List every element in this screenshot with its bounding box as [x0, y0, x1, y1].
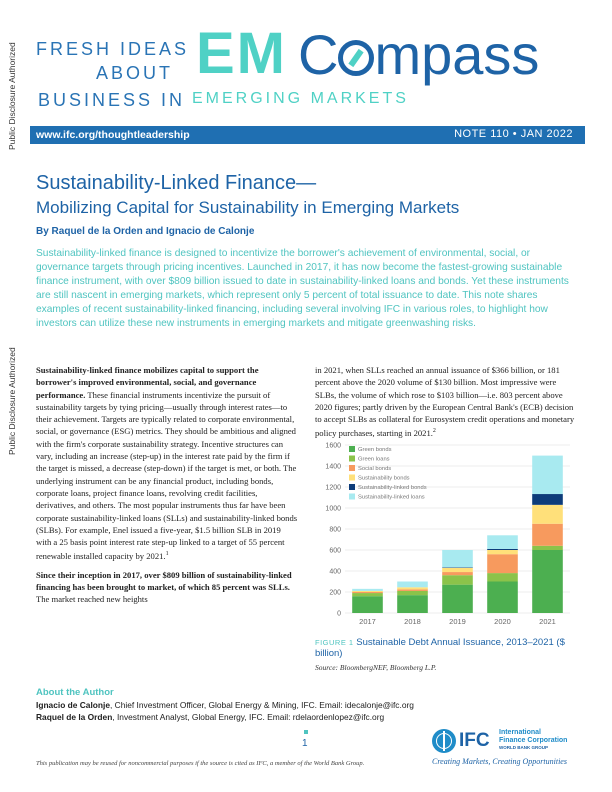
bar-segment: [397, 587, 428, 589]
lead-paragraph: Sustainability-linked finance is designed to incentivize the borrower's achievement of environmental, social, or governance targets through pricing incentives. Launched in 2017, it has now become the fastest-growing sustainable finance instrument, with over $809 billion issued to date in sustainability-linked loans and bonds. Yet these instruments are still nascent in emerging markets, which represent only 5 percent of total issuance to date. This note shares examples of recent sustainability-linked financing, including several involving IFC in various roles, to highlight how investors can utilize these new instruments in emerging markets and mitigate greenwashing risks.: [36, 248, 569, 329]
y-tick-label: 1600: [325, 442, 341, 450]
paragraph-2-text: The market reached new heights: [36, 594, 148, 605]
bar-segment: [442, 567, 473, 568]
y-tick-label: 1400: [325, 463, 341, 471]
ifc-logo-letters: IFC: [459, 730, 490, 751]
bar-segment: [442, 572, 473, 575]
thoughtleadership-link[interactable]: www.ifc.org/thoughtleadership: [36, 129, 190, 141]
y-tick-label: 0: [337, 610, 341, 618]
bar-segment: [487, 554, 518, 573]
legend-label: Green loans: [358, 456, 390, 463]
x-tick-label: 2020: [494, 617, 511, 626]
x-tick-label: 2017: [359, 617, 376, 626]
bar-segment: [397, 591, 428, 595]
bar-segment: [352, 589, 383, 591]
y-tick-label: 1200: [325, 484, 341, 492]
footnote-ref-2[interactable]: 2: [432, 428, 436, 435]
bar-segment: [487, 535, 518, 549]
bar-segment: [442, 585, 473, 613]
legend-label: Green bonds: [358, 447, 392, 453]
bar-segment: [532, 550, 563, 613]
ifc-logo-name: [499, 729, 579, 750]
bar-segment: [532, 524, 563, 546]
masthead-emerging-markets: EMERGING MARKETS: [192, 90, 409, 107]
ifc-name-line-2: Finance Corporation: [499, 737, 568, 744]
footer-note: This publication may be reused for noncommercial purposes if the source is cited as IFC, a member of the World Bank Group.: [36, 760, 365, 767]
author-1: [36, 699, 576, 711]
disclosure-label-bottom: Public Disclosure Authorized: [7, 347, 17, 455]
legend-swatch: [349, 494, 355, 500]
note-number: NOTE 110 • JAN 2022: [454, 128, 573, 140]
bar-segment: [352, 592, 383, 593]
paragraph-1-lead: Sustainability-linked finance mobilizes capital to support the borrower's improved environmental, social, and governance performance.: [36, 365, 259, 400]
chart-legend: [349, 446, 427, 501]
figure-title: Sustainable Debt Annual Issuance, 2013–2021 ($ billion): [315, 637, 565, 659]
authors-line: By Raquel de la Orden and Ignacio de Calonje: [36, 226, 255, 237]
bar-segment: [397, 589, 428, 591]
bar-segment: [532, 456, 563, 494]
body-column-2: [315, 364, 577, 440]
figure-caption: [315, 637, 580, 659]
page-subtitle: Mobilizing Capital for Sustainability in Emerging Markets: [36, 198, 460, 217]
compass-icon: [338, 40, 374, 76]
masthead-fresh-ideas: FRESH IDEAS: [36, 39, 190, 59]
chart-x-ticks: [359, 617, 556, 626]
y-tick-label: 600: [329, 547, 341, 555]
disclosure-label-top: Public Disclosure Authorized: [7, 42, 17, 150]
author-2-details: , Investment Analyst, Global Energy, IFC. Email: rdelaordenlopez@ifc.org: [112, 712, 385, 722]
masthead-compass-c: C: [298, 23, 339, 86]
figure-source: Source: BloombergNEF, Bloomberg L.P.: [315, 663, 437, 672]
bar-segment: [352, 591, 383, 592]
page-title: Sustainability-Linked Finance—: [36, 172, 317, 194]
ifc-tagline: Creating Markets, Creating Opportunities: [432, 757, 567, 766]
about-heading: About the Author: [36, 687, 114, 698]
y-tick-label: 200: [329, 589, 341, 597]
masthead-business-in: BUSINESS IN: [38, 90, 186, 110]
legend-swatch: [349, 465, 355, 471]
masthead-about: ABOUT: [96, 63, 174, 83]
legend-label: Sustainability-linked bonds: [358, 485, 427, 491]
paragraph-1-text: These financial instruments incentivize the pursuit of sustainability targets by tying pricing—usually through interest rates—to their achievement. Targets are typically related to corporate environmental, social, or governance (ESG) metrics. They should be ambitious and aligned with the firm's corporate sustainability strategy. Incentive structures can vary, including an increase (step-up) in the interest rate paid by the firm if the target is missed, a decrease (step-down) if the target is met, or both. The underlying instrument can be any financial product, including bonds, corporate loans, project finance loans, revolving credit facilities, derivatives, and others. The most popular instruments thus far have been corporate sustainability-linked loans (SLLs) and sustainability-linked bonds (SLBs). For example, Enel issued a five-year, $1.5 billion SLB in 2019 with a 25 basis point interest rate step-up linked to a target of 55 percent renewable installed capacity by 2021.: [36, 389, 298, 562]
header-bar: [30, 126, 585, 144]
bar-segment: [487, 549, 518, 550]
footnote-ref-1[interactable]: 1: [165, 551, 169, 558]
author-2-name: Raquel de la Orden: [36, 712, 113, 722]
paragraph-2: [36, 569, 298, 606]
bar-segment: [352, 596, 383, 613]
chart-y-ticks: [325, 443, 341, 618]
bar-segment: [532, 505, 563, 524]
ifc-world-bank-group: WORLD BANK GROUP: [499, 745, 548, 750]
bar-segment: [397, 582, 428, 588]
bar-segment: [487, 582, 518, 614]
paragraph-2-lead: Since their inception in 2017, over $809 billion of sustainability-linked financing has been brought to market, of which 85 percent was SLLs.: [36, 569, 292, 592]
sustainable-debt-chart: [315, 437, 577, 629]
bar-segment: [352, 593, 383, 596]
legend-label: Sustainability bonds: [358, 475, 410, 482]
y-tick-label: 800: [329, 526, 341, 534]
masthead-em: EM: [196, 21, 287, 86]
bar-segment: [397, 595, 428, 613]
y-tick-label: 1000: [325, 505, 341, 513]
bar-segment: [442, 575, 473, 584]
bar-segment: [532, 494, 563, 505]
paragraph-1: [36, 364, 298, 563]
legend-swatch: [349, 475, 355, 481]
bar-segment: [532, 546, 563, 550]
author-2: [36, 711, 576, 723]
legend-swatch: [349, 446, 355, 452]
bar-segment: [442, 550, 473, 567]
ifc-name-line-1: International: [499, 729, 542, 736]
legend-label: Social bonds: [358, 466, 392, 472]
paragraph-3: [315, 364, 577, 440]
bar-segment: [442, 568, 473, 572]
x-tick-label: 2019: [449, 617, 466, 626]
body-column-1: [36, 364, 298, 606]
page-number: 1: [302, 738, 308, 749]
legend-label: Sustainability-linked loans: [358, 494, 425, 501]
y-tick-label: 400: [329, 568, 341, 576]
masthead-compass-rest: mpass: [374, 23, 540, 86]
legend-swatch: [349, 456, 355, 462]
about-authors: [36, 699, 576, 723]
page-marker-dot: [304, 730, 308, 734]
world-bank-globe-icon: [432, 729, 456, 753]
x-tick-label: 2018: [404, 617, 421, 626]
legend-swatch: [349, 484, 355, 490]
masthead-compass: [298, 24, 539, 86]
author-1-name: Ignacio de Calonje: [36, 700, 110, 710]
bar-segment: [487, 550, 518, 554]
x-tick-label: 2021: [539, 617, 556, 626]
paragraph-3-text: in 2021, when SLLs reached an annual issuance of $366 billion, or 181 percent above the 2020 volume of $130 billion. Most impressive were SLBs, the volume of which rose to $103 billion—i.e. 803 percent above 2020 figures; partly driven by the European Central Bank's (ECB) decision to accept SLBs as collateral for Eurosystem credit operations and monetary policy purchases, starting in 2021.: [315, 365, 575, 439]
figure-number: FIGURE 1: [315, 638, 354, 647]
bar-segment: [487, 573, 518, 581]
author-1-details: , Chief Investment Officer, Global Energy & Mining, IFC. Email: idecalonje@ifc.org: [110, 700, 414, 710]
